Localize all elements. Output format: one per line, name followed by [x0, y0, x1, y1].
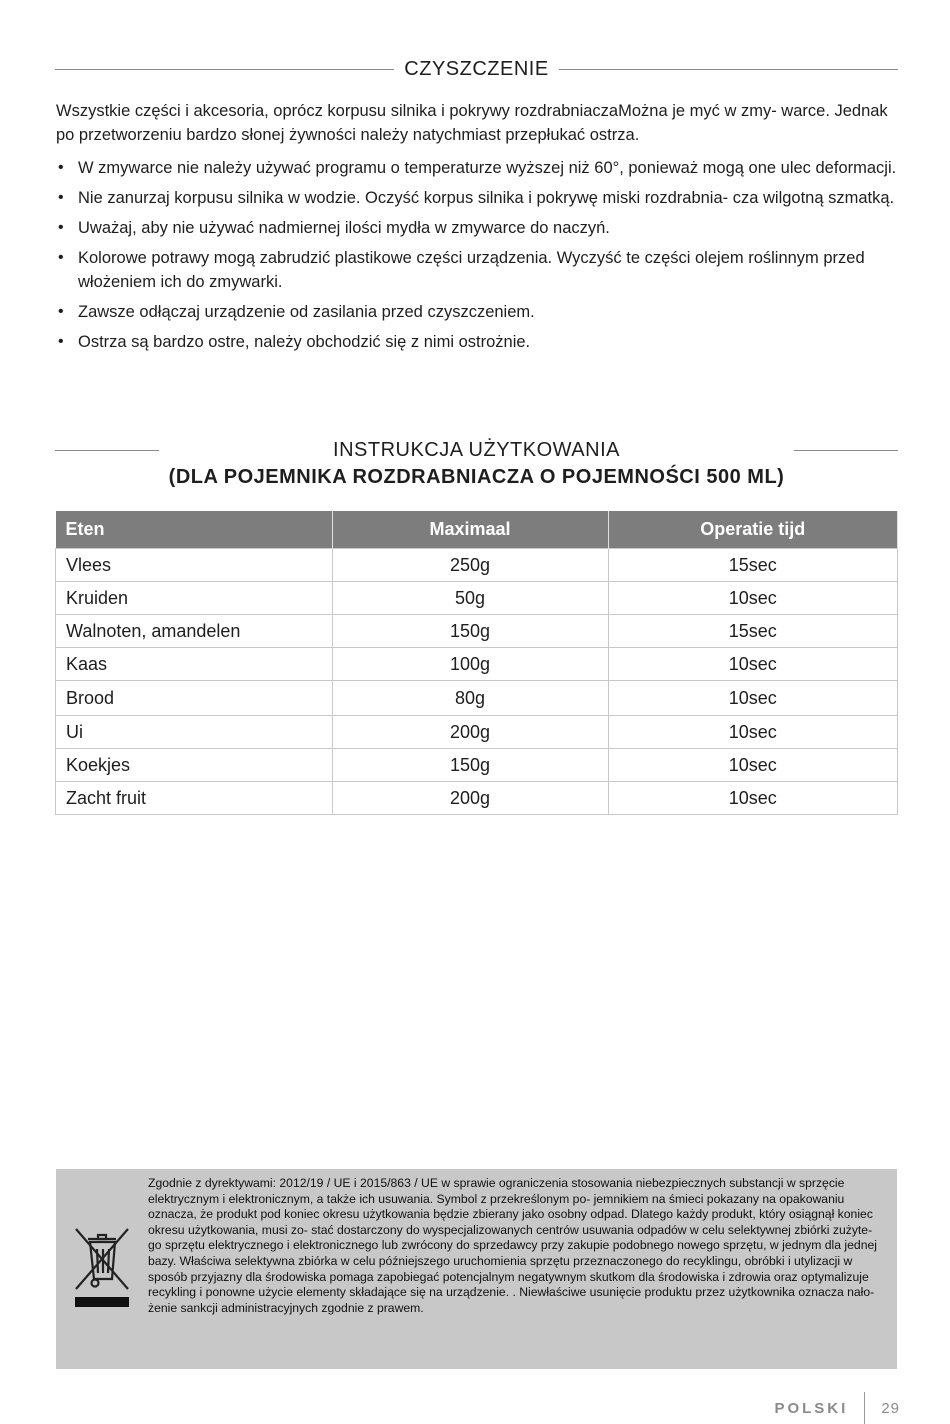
cell-food: Zacht fruit — [56, 782, 333, 815]
column-header-time: Operatie tijd — [608, 511, 898, 549]
cleaning-bullet-text: Kolorowe potrawy mogą zabrudzić plastikowe części urządzenia. Wyczyść te części olejem roślinnym przed włożeniem ich do zmywarki. — [78, 249, 865, 291]
cleaning-bullet-text: Zawsze odłączaj urządzenie od zasilania przed czyszczeniem. — [78, 303, 535, 321]
cleaning-bullet — [56, 156, 898, 180]
cleaning-bullet — [56, 330, 898, 354]
table-row — [56, 681, 898, 716]
column-header-food: Eten — [56, 511, 333, 549]
cell-max: 150g — [332, 749, 608, 782]
table-row — [56, 716, 898, 749]
usage-title-line2: (DLA POJEMNIKA ROZDRABNIACZA O POJEMNOŚCI 500 ML) — [168, 466, 785, 488]
weee-notice-box — [56, 1169, 897, 1369]
usage-title — [159, 437, 795, 491]
cell-time: 10sec — [608, 749, 898, 782]
cell-time: 10sec — [608, 681, 898, 716]
cell-time: 10sec — [608, 582, 898, 615]
table-row — [56, 615, 898, 648]
cleaning-intro: Wszystkie części i akcesoria, oprócz korpusu silnika i pokrywy rozdrabniaczaMożna je myć w zmy- warce. Jednak po przetworzeniu bardzo słonej żywności należy natychmiast przepłukać ostrza. — [56, 102, 888, 144]
divider-line — [55, 450, 159, 451]
cell-max: 50g — [332, 582, 608, 615]
page-number: 29 — [881, 1399, 900, 1417]
table-row — [56, 782, 898, 815]
divider-line — [55, 69, 394, 70]
cleaning-bullet — [56, 186, 898, 210]
bullet-dot: • — [58, 219, 64, 236]
cleaning-bullet — [56, 216, 898, 240]
weee-notice-text: Zgodnie z dyrektywami: 2012/19 / UE i 2015/863 / UE w sprawie ograniczenia stosowania niebezpiecznych substancji w sprzęcie elektrycznym i elektronicznym, a także ich usuwania. Symbol z przekreślonym po- jemnikiem na śmieci pokazany na opakowaniu oznacza, że produkt pod koniec okresu użytkowania będzie zbierany jako osobny odpad. Dlatego każdy produkt, który osiągnął koniec okresu użytkowania, musi zo- stać dostarczony do wyspecjalizowanych centrów usuwania odpadów w celu selektywnej zbiórki zużyte- go sprzętu elektrycznego i elektronicznego lub zwrócony do sprzedawcy przy zakupie podobnego nowego sprzętu, w jednym dla jednej bazy. Właściwa selektywna zbiórka w celu późniejszego uruchomienia sprzętu przeznaczonego do recyklingu, obróbki i utylizacji w sposób przyjazny dla środowiska pomaga zapobiegać potencjalnym negatywnym skutkom dla środowiska i zdrowia oraz optymalizuje recykling i ponowne użycie elementy składające się na urządzenie. . Niewłaściwe usunięcie produktu przez użytkownika oznacza nało- żenie sankcji administracyjnych zgodnie z prawem. — [148, 1176, 877, 1315]
bullet-dot: • — [58, 249, 64, 266]
cleaning-bullet-text: Ostrza są bardzo ostre, należy obchodzić się z nimi ostrożnie. — [78, 333, 531, 351]
cleaning-bullet — [56, 300, 898, 324]
cell-food: Vlees — [56, 549, 333, 582]
bullet-dot: • — [58, 159, 64, 176]
bullet-dot: • — [58, 303, 64, 320]
cell-food: Walnoten, amandelen — [56, 615, 333, 648]
bullet-dot: • — [58, 189, 64, 206]
page-footer — [774, 1392, 900, 1424]
cell-food: Brood — [56, 681, 333, 716]
table-row — [56, 648, 898, 681]
crossed-out-wheelie-bin-icon — [72, 1227, 132, 1309]
table-row — [56, 549, 898, 582]
footer-separator — [864, 1392, 865, 1424]
table-row — [56, 749, 898, 782]
cleaning-title: CZYSZCZENIE — [404, 58, 549, 80]
cell-max: 80g — [332, 681, 608, 716]
cell-max: 150g — [332, 615, 608, 648]
usage-title-line1: INSTRUKCJA UŻYTKOWANIA — [333, 439, 620, 461]
cell-food: Kaas — [56, 648, 333, 681]
cell-time: 10sec — [608, 782, 898, 815]
cleaning-bullet-text: W zmywarce nie należy używać programu o temperaturze wyższej niż 60°, ponieważ mogą one ulec deformacji. — [78, 159, 897, 177]
cell-time: 10sec — [608, 716, 898, 749]
footer-language: POLSKI — [774, 1399, 849, 1417]
cell-max: 250g — [332, 549, 608, 582]
table-row — [56, 582, 898, 615]
cleaning-bullet — [56, 246, 898, 294]
cell-max: 200g — [332, 716, 608, 749]
bullet-dot: • — [58, 333, 64, 350]
cell-time: 15sec — [608, 615, 898, 648]
usage-table — [55, 511, 898, 815]
divider-line — [794, 450, 898, 451]
cleaning-bullet-text: Uważaj, aby nie używać nadmiernej ilości mydła w zmywarce do naczyń. — [78, 219, 610, 237]
cleaning-bullet-list — [56, 156, 898, 360]
column-header-max: Maximaal — [332, 511, 608, 549]
cell-max: 200g — [332, 782, 608, 815]
divider-line — [559, 69, 898, 70]
cell-food: Ui — [56, 716, 333, 749]
cell-max: 100g — [332, 648, 608, 681]
cell-time: 15sec — [608, 549, 898, 582]
cell-food: Kruiden — [56, 582, 333, 615]
table-header-row — [56, 511, 898, 549]
cleaning-section-header — [55, 56, 898, 83]
usage-section-header — [55, 437, 898, 491]
cell-time: 10sec — [608, 648, 898, 681]
cleaning-bullet-text: Nie zanurzaj korpusu silnika w wodzie. Oczyść korpus silnika i pokrywę miski rozdrabnia- cza wilgotną szmatką. — [78, 189, 895, 207]
cell-food: Koekjes — [56, 749, 333, 782]
